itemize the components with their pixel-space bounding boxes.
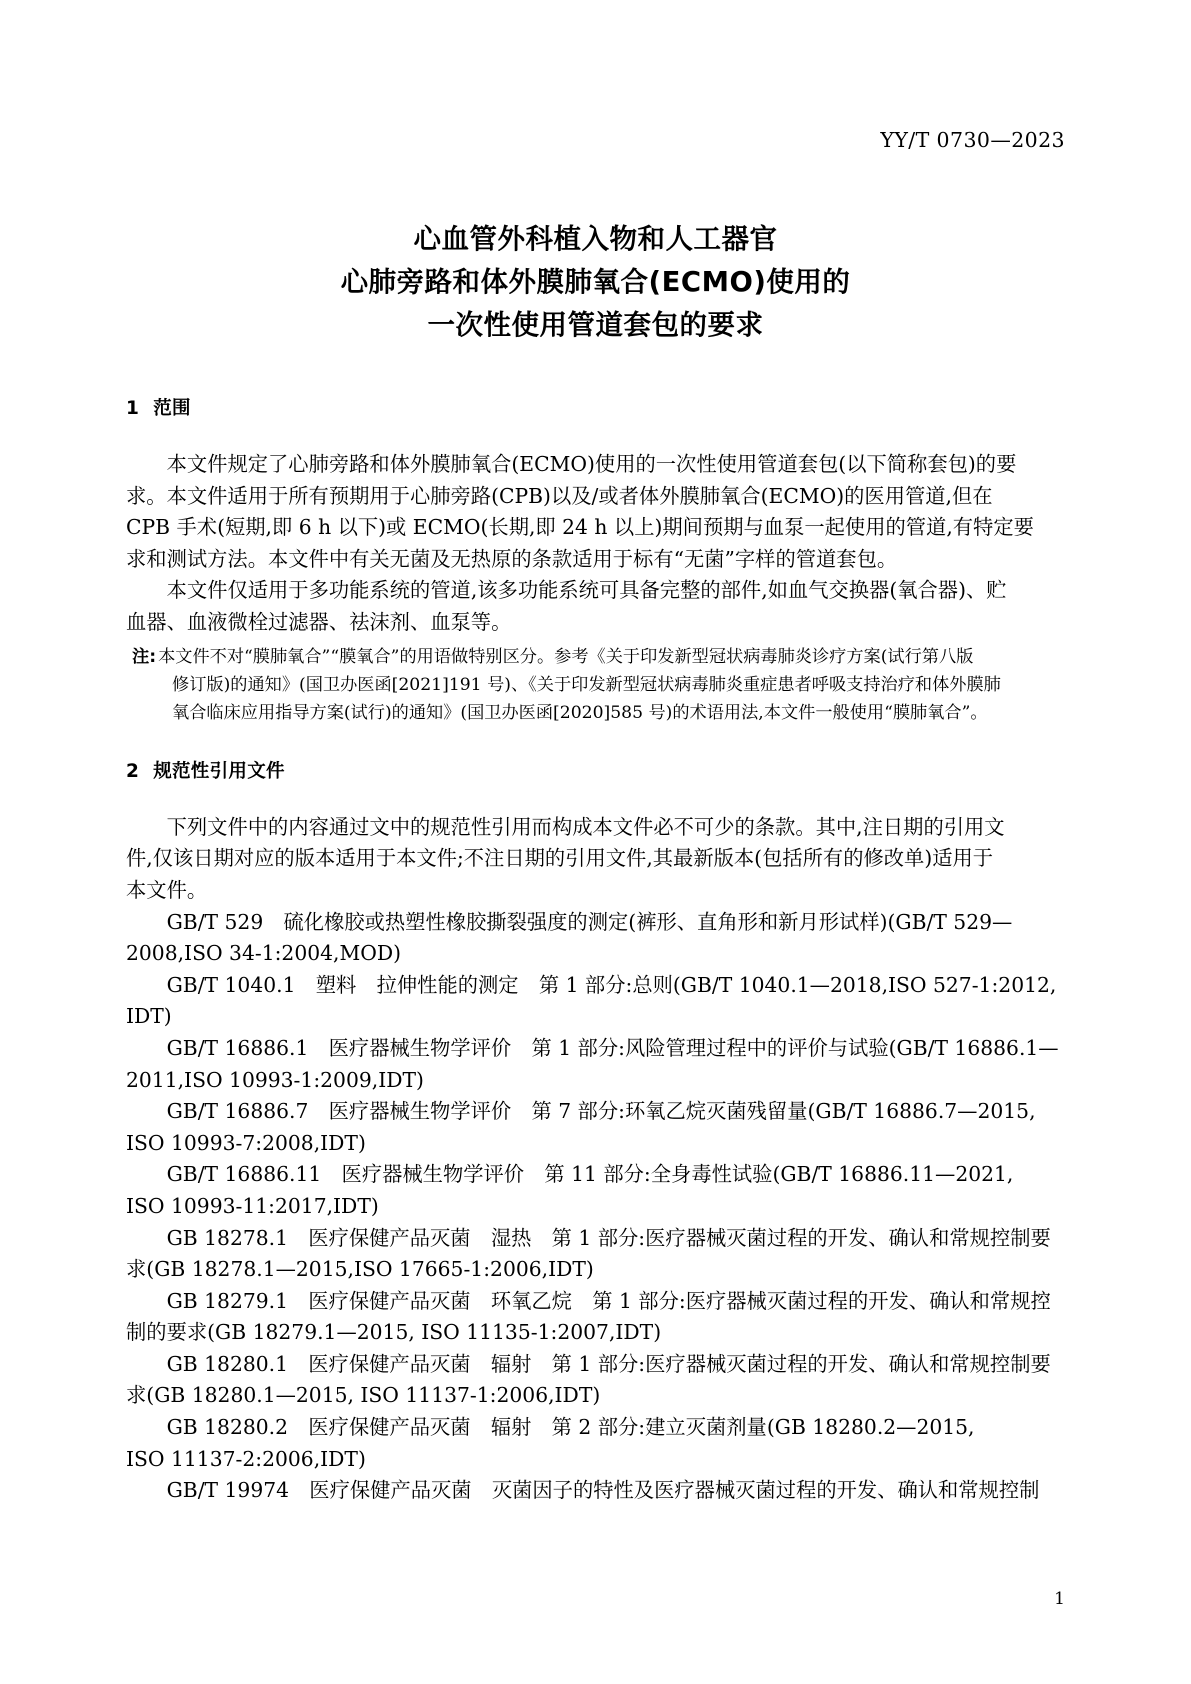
reference-line: GB 18279.1 医疗保健产品灭菌 环氧乙烷 第 1 部分:医疗器械灭菌过程的开发、确认和常规控 bbox=[166, 1288, 1051, 1313]
page-number: 1 bbox=[1054, 1589, 1065, 1609]
reference-line: 制的要求(GB 18279.1—2015, ISO 11135-1:2007,IDT) bbox=[126, 1320, 662, 1345]
clause2-intro-paragraph bbox=[126, 812, 1066, 907]
paragraph-line: 下列文件中的内容通过文中的规范性引用而构成本文件必不可少的条款。其中,注日期的引用文 bbox=[166, 814, 1005, 839]
reference-line: 求(GB 18280.1—2015, ISO 11137-1:2006,IDT) bbox=[126, 1383, 601, 1408]
clause-title-1: 范围 bbox=[153, 398, 191, 419]
reference-entry bbox=[126, 1475, 1066, 1507]
paragraph-line: 本文件。 bbox=[126, 877, 208, 902]
title-line-1: 心血管外科植入物和人工器官 bbox=[413, 223, 778, 255]
paragraph-line: 血器、血液微栓过滤器、祛沫剂、血泵等。 bbox=[126, 609, 512, 634]
reference-entry bbox=[126, 1412, 1066, 1475]
clause1-paragraph-2 bbox=[126, 575, 1066, 638]
reference-line: GB/T 529 硫化橡胶或热塑性橡胶撕裂强度的测定(裤形、直角形和新月形试样)(GB/T 529— bbox=[166, 909, 1013, 934]
reference-line: ISO 11137-2:2006,IDT) bbox=[126, 1446, 366, 1471]
reference-entry bbox=[126, 1223, 1066, 1286]
paragraph-line: 件,仅该日期对应的版本适用于本文件;不注日期的引用文件,其最新版本(包括所有的修改单)适用于 bbox=[126, 846, 994, 871]
clause-number-1: 1 bbox=[126, 398, 140, 419]
reference-entry bbox=[126, 907, 1066, 970]
document-title bbox=[126, 218, 1065, 347]
clause-title-2: 规范性引用文件 bbox=[153, 760, 285, 782]
note-line: 氧合临床应用指导方案(试行)的通知》(国卫办医函[2020]585 号)的术语用法,本文件一般使用“膜肺氧合”。 bbox=[172, 703, 988, 724]
note-line: 修订版)的通知》(国卫办医函[2021]191 号)、《关于印发新型冠状病毒肺炎重症患者呼吸支持治疗和体外膜肺 bbox=[172, 674, 1001, 695]
clause1-paragraph-1 bbox=[126, 449, 1066, 575]
reference-line: ISO 10993-11:2017,IDT) bbox=[126, 1193, 379, 1218]
reference-line: ISO 10993-7:2008,IDT) bbox=[126, 1130, 366, 1155]
paragraph-line: 本文件仅适用于多功能系统的管道,该多功能系统可具备完整的部件,如血气交换器(氧合器)、贮 bbox=[166, 578, 1007, 603]
reference-line: GB/T 16886.11 医疗器械生物学评价 第 11 部分:全身毒性试验(GB/T 16886.11—2021, bbox=[166, 1162, 1014, 1187]
clause1-note bbox=[126, 643, 1066, 728]
paragraph-line: 求和测试方法。本文件中有关无菌及无热原的条款适用于标有“无菌”字样的管道套包。 bbox=[126, 546, 898, 571]
reference-line: GB 18280.2 医疗保健产品灭菌 辐射 第 2 部分:建立灭菌剂量(GB 18280.2—2015, bbox=[166, 1415, 975, 1440]
reference-entry bbox=[126, 1033, 1066, 1096]
reference-line: 求(GB 18278.1—2015,ISO 17665-1:2006,IDT) bbox=[126, 1257, 594, 1282]
reference-entry bbox=[126, 1286, 1066, 1349]
paragraph-line: 求。本文件适用于所有预期用于心肺旁路(CPB)以及/或者体外膜肺氧合(ECMO)的医用管道,但在 bbox=[126, 483, 993, 508]
reference-line: GB 18280.1 医疗保健产品灭菌 辐射 第 1 部分:医疗器械灭菌过程的开发、确认和常规控制要 bbox=[166, 1351, 1051, 1376]
title-line-3: 一次性使用管道套包的要求 bbox=[427, 309, 764, 341]
reference-entry bbox=[126, 1159, 1066, 1222]
note-label: 注: bbox=[132, 646, 157, 667]
reference-line: 2011,ISO 10993-1:2009,IDT) bbox=[126, 1067, 424, 1092]
reference-line: GB/T 16886.7 医疗器械生物学评价 第 7 部分:环氧乙烷灭菌残留量(GB/T 16886.7—2015, bbox=[166, 1099, 1036, 1124]
standard-designation: YY/T 0730—2023 bbox=[880, 128, 1065, 152]
reference-entry bbox=[126, 1096, 1066, 1159]
reference-entry bbox=[126, 970, 1066, 1033]
clause-number-2: 2 bbox=[126, 760, 140, 782]
reference-entry bbox=[126, 1349, 1066, 1412]
running-header bbox=[126, 128, 1065, 152]
reference-line: GB/T 16886.1 医疗器械生物学评价 第 1 部分:风险管理过程中的评价与试验(GB/T 16886.1— bbox=[166, 1035, 1059, 1060]
clause-heading-1 bbox=[126, 395, 1066, 423]
reference-line: IDT) bbox=[126, 1004, 172, 1029]
document-body bbox=[126, 395, 1066, 1507]
paragraph-line: 本文件规定了心肺旁路和体外膜肺氧合(ECMO)使用的一次性使用管道套包(以下简称套包)的要 bbox=[166, 452, 1017, 476]
clause-heading-2 bbox=[126, 758, 1066, 786]
reference-line: 2008,ISO 34-1:2004,MOD) bbox=[126, 941, 402, 966]
title-line-2: 心肺旁路和体外膜肺氧合(ECMO)使用的 bbox=[340, 266, 851, 298]
note-line: 本文件不对“膜肺氧合”“膜氧合”的用语做特别区分。参考《关于印发新型冠状病毒肺炎诊疗方案(试行第八版 bbox=[158, 646, 974, 667]
page-folio bbox=[1054, 1589, 1065, 1609]
reference-line: GB 18278.1 医疗保健产品灭菌 湿热 第 1 部分:医疗器械灭菌过程的开发、确认和常规控制要 bbox=[166, 1225, 1051, 1250]
paragraph-line: CPB 手术(短期,即 6 h 以下)或 ECMO(长期,即 24 h 以上)期间预期与血泵一起使用的管道,有特定要 bbox=[126, 515, 1034, 540]
reference-line: GB/T 19974 医疗保健产品灭菌 灭菌因子的特性及医疗器械灭菌过程的开发、确认和常规控制 bbox=[166, 1478, 1040, 1503]
reference-line: GB/T 1040.1 塑料 拉伸性能的测定 第 1 部分:总则(GB/T 1040.1—2018,ISO 527-1:2012, bbox=[166, 972, 1057, 997]
